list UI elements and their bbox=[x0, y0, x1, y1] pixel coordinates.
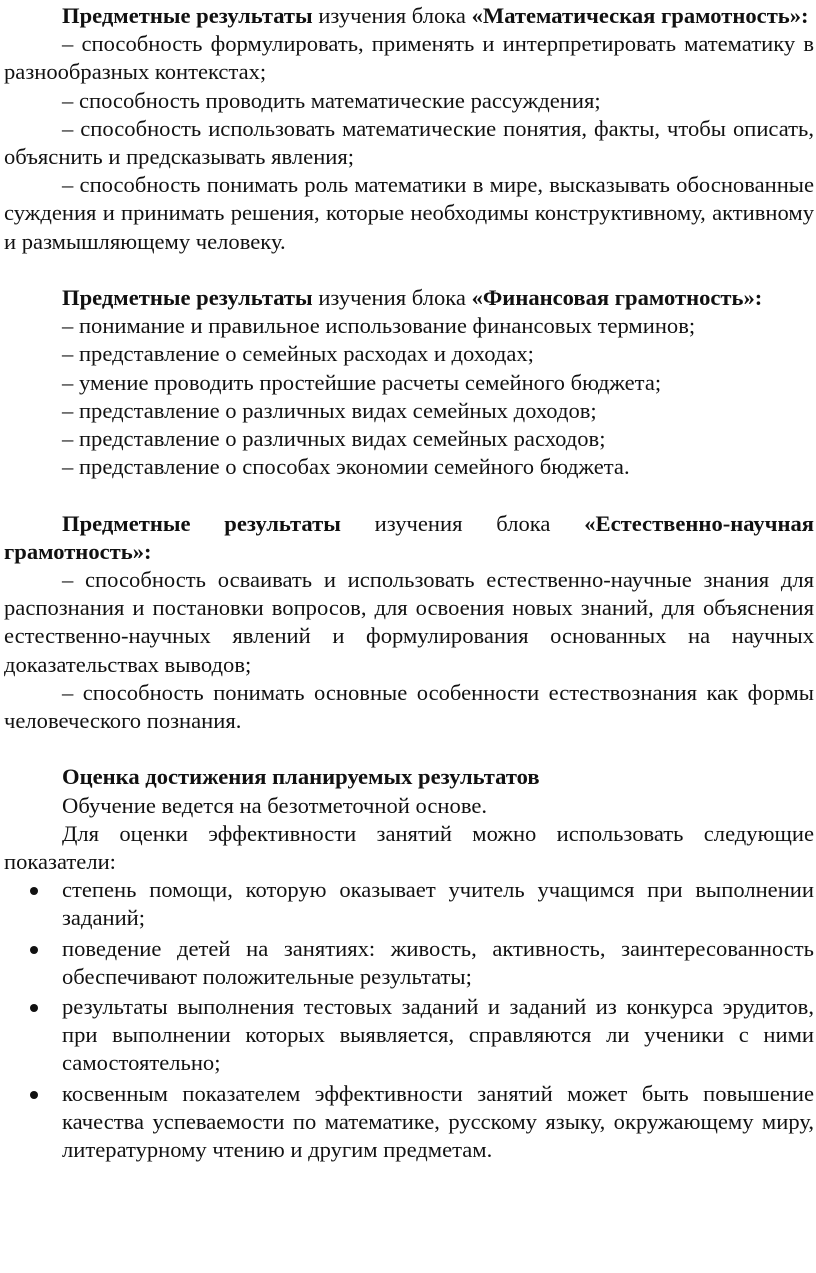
result-item: – представление о различных видах семейных расходов; bbox=[62, 426, 606, 452]
result-item: – способность понимать роль математики в мире, высказывать обоснованные суждения и принимать решения, которые необходимы конструктивному, активному и размышляющему человеку. bbox=[4, 172, 814, 254]
heading-bold-start: Предметные результаты bbox=[62, 510, 341, 536]
list-item-text: степень помощи, которую оказывает учитель учащимся при выполнении заданий; bbox=[62, 877, 814, 931]
section-financial-literacy bbox=[4, 284, 814, 481]
assessment-title: Оценка достижения планируемых результатов bbox=[62, 764, 540, 790]
assessment-paragraph: Для оценки эффективности занятий можно использовать следующие показатели: bbox=[4, 820, 814, 875]
result-item: – способность формулировать, применять и интерпретировать математику в разнообразных контекстах; bbox=[4, 31, 814, 85]
heading-bold-end: «Естественно-научная грамотность»: bbox=[4, 510, 815, 564]
section-heading bbox=[4, 284, 814, 312]
result-item: – способность использовать математические понятия, факты, чтобы описать, объяснить и предсказывать явления; bbox=[4, 115, 814, 170]
bullet-icon bbox=[30, 946, 38, 954]
section-math-literacy bbox=[4, 2, 814, 256]
bullet-icon bbox=[30, 1091, 38, 1099]
heading-middle: изучения блока bbox=[340, 510, 585, 536]
list-item bbox=[4, 993, 814, 1078]
bullet-icon bbox=[30, 887, 38, 895]
result-item: – способность осваивать и использовать естественно-научные знания для распознания и постановки вопросов, для освоения новых знаний, для объяснения естественно-научных явлений и формулирования основанных на научных доказательствах выводов; bbox=[4, 567, 814, 677]
heading-bold-start: Предметные результаты bbox=[62, 285, 313, 311]
list-item bbox=[4, 876, 814, 932]
result-item: – способность проводить математические рассуждения; bbox=[62, 87, 601, 113]
section-heading bbox=[4, 510, 814, 566]
list-item bbox=[4, 935, 814, 991]
heading-bold-start: Предметные результаты bbox=[62, 3, 313, 28]
indicator-list bbox=[4, 876, 814, 1164]
result-item: – умение проводить простейшие расчеты семейного бюджета; bbox=[62, 369, 662, 395]
heading-middle: изучения блока bbox=[312, 285, 472, 311]
section-heading bbox=[4, 2, 814, 30]
bullet-icon bbox=[30, 1004, 38, 1012]
list-item-text: поведение детей на занятиях: живость, активность, заинтересованность обеспечивают положительные результаты; bbox=[62, 935, 814, 989]
assessment-paragraph: Обучение ведется на безотметочной основе. bbox=[62, 792, 488, 818]
result-item: – понимание и правильное использование финансовых терминов; bbox=[62, 313, 696, 339]
list-item-text: результаты выполнения тестовых заданий и заданий из конкурса эрудитов, при выполнении которых выявляется, справляются ли ученики с ними самостоятельно; bbox=[62, 994, 814, 1076]
result-item: – представление о различных видах семейных доходов; bbox=[62, 397, 597, 423]
heading-bold-end: «Математическая грамотность»: bbox=[471, 3, 809, 28]
result-item: – представление о способах экономии семейного бюджета. bbox=[62, 454, 630, 480]
list-item-text: косвенным показателем эффективности занятий может быть повышение качества успеваемости по математике, русскому языку, окружающему миру, литературному чтению и другим предметам. bbox=[62, 1080, 814, 1163]
heading-middle: изучения блока bbox=[312, 3, 472, 28]
list-item bbox=[4, 1080, 814, 1165]
result-item: – представление о семейных расходах и доходах; bbox=[62, 341, 534, 367]
result-item: – способность понимать основные особенности естествознания как формы человеческого познания. bbox=[4, 679, 814, 734]
section-assessment bbox=[4, 763, 814, 1164]
heading-bold-end: «Финансовая грамотность»: bbox=[471, 285, 763, 311]
section-science-literacy bbox=[4, 510, 814, 736]
